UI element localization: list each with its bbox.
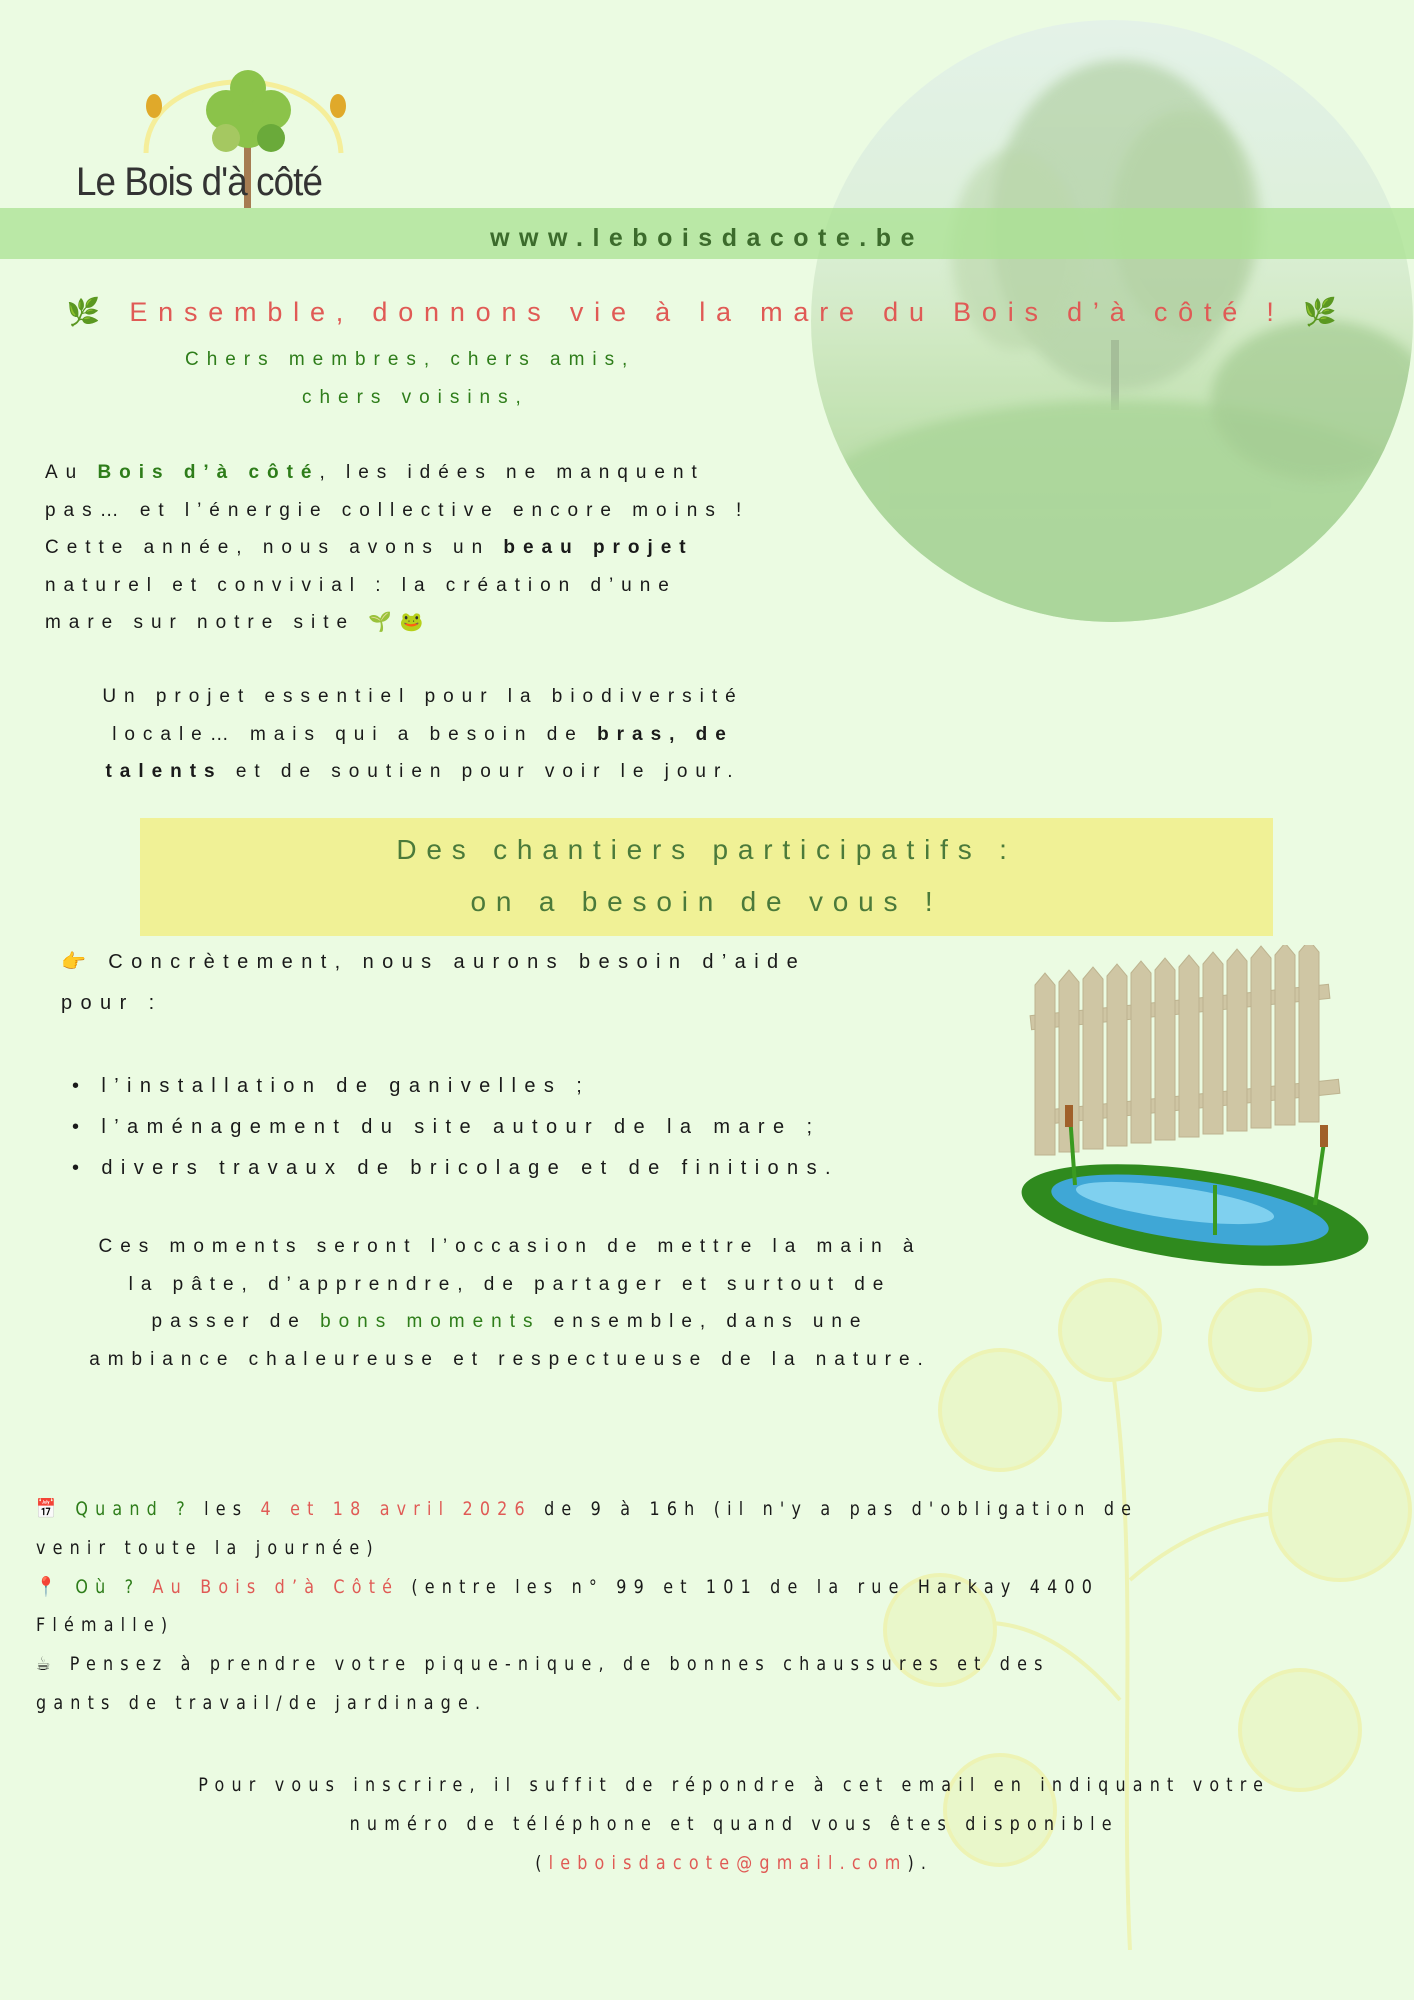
text: Flémalle): [36, 1614, 175, 1637]
text: la pâte, d’apprendre, de partager et surtout de: [128, 1273, 892, 1295]
text: naturel et convivial : la création d’une: [45, 574, 677, 596]
text: 👉 Concrètement, nous aurons besoin d’aide: [61, 951, 807, 973]
logo-text: Le Bois d'à côté: [76, 160, 322, 204]
text: Cette année, nous avons un: [45, 537, 504, 558]
needs-intro: [61, 942, 806, 1024]
greeting-line-2: chers voisins,: [302, 387, 529, 408]
bold-text: bras, de: [597, 723, 734, 745]
project-paragraph: [0, 678, 846, 791]
when-label: Quand ?: [75, 1498, 192, 1520]
where-label: Où ?: [75, 1575, 141, 1598]
bring-line: ☕ Pensez à prendre votre pique-nique, de bonnes chaussures et des: [36, 1653, 1050, 1676]
needs-list: [72, 1066, 839, 1189]
list-item: • l’installation de ganivelles ;: [72, 1075, 591, 1097]
text: ambiance chaleureuse et respectueuse de la nature.: [89, 1348, 931, 1370]
where-line: 📍 Où ? Au Bois d’à Côté (entre les n° 99 et 101 de la rue Harkay 4400: [36, 1575, 1100, 1598]
text: Au: [45, 462, 98, 483]
bold-text: talents: [105, 761, 223, 782]
moments-paragraph: [0, 1228, 1020, 1378]
text: Un projet essentiel pour la biodiversité: [102, 686, 744, 707]
page-title: 🌿 Ensemble, donnons vie à la mare du Bois d’à côté ! 🌿: [66, 297, 1348, 327]
event-place: Au Bois d’à Côté: [152, 1575, 400, 1598]
text: mare sur notre site 🌱🐸: [45, 612, 432, 633]
website-link[interactable]: www.leboisdacote.be: [490, 224, 924, 252]
highlight-text: bons moments: [320, 1311, 541, 1332]
signup-paragraph: Pour vous inscrire, il suffit de répondre à cet email en indiquant votre numéro de téléphone et quand vous êtes disponible (leboisdacote@gmail.com).: [58, 1766, 1410, 1882]
text: , les idées ne manquent: [319, 462, 705, 483]
callout-line-2: on a besoin de vous !: [470, 886, 943, 917]
when-line: 📅 Quand ? les 4 et 18 avril 2026 de 9 à 16h (il n'y a pas d'obligation de: [36, 1498, 1139, 1520]
text: Ces moments seront l’occasion de mettre la main à: [98, 1236, 922, 1257]
text: pour :: [61, 992, 163, 1014]
event-dates: 4 et 18 avril 2026: [260, 1498, 532, 1520]
text: locale… mais qui a besoin de: [112, 723, 598, 745]
text: et de soutien pour voir le jour.: [222, 761, 741, 782]
text: passer de: [151, 1311, 321, 1332]
coffee-icon: ☕: [36, 1653, 58, 1676]
callout-box: [140, 818, 1273, 936]
text: pas… et l’énergie collective encore moins !: [45, 499, 750, 521]
list-item: • l’aménagement du site autour de la mare ;: [72, 1116, 821, 1138]
callout-line-1: Des chantiers participatifs :: [396, 834, 1017, 865]
fence-pond-illustration: [1015, 945, 1375, 1275]
intro-paragraph: [45, 454, 749, 642]
calendar-icon: 📅: [36, 1498, 64, 1520]
email-link[interactable]: leboisdacote@gmail.com: [548, 1851, 908, 1874]
text: numéro de téléphone et quand vous êtes disponible: [349, 1812, 1119, 1835]
pin-icon: 📍: [36, 1575, 64, 1598]
greeting-line-1: Chers membres, chers amis,: [185, 349, 636, 370]
org-name: Bois d’à côté: [97, 462, 320, 483]
bold-text: beau projet: [503, 537, 694, 558]
text: Pour vous inscrire, il suffit de répondre à cet email en indiquant votre: [198, 1774, 1271, 1796]
event-details: [36, 1490, 1138, 1723]
list-item: • divers travaux de bricolage et de finitions.: [72, 1157, 839, 1179]
text: gants de travail/de jardinage.: [36, 1691, 488, 1714]
logo: [76, 48, 436, 208]
text: ensemble, dans une: [540, 1311, 869, 1332]
text: venir toute la journée): [36, 1536, 380, 1559]
